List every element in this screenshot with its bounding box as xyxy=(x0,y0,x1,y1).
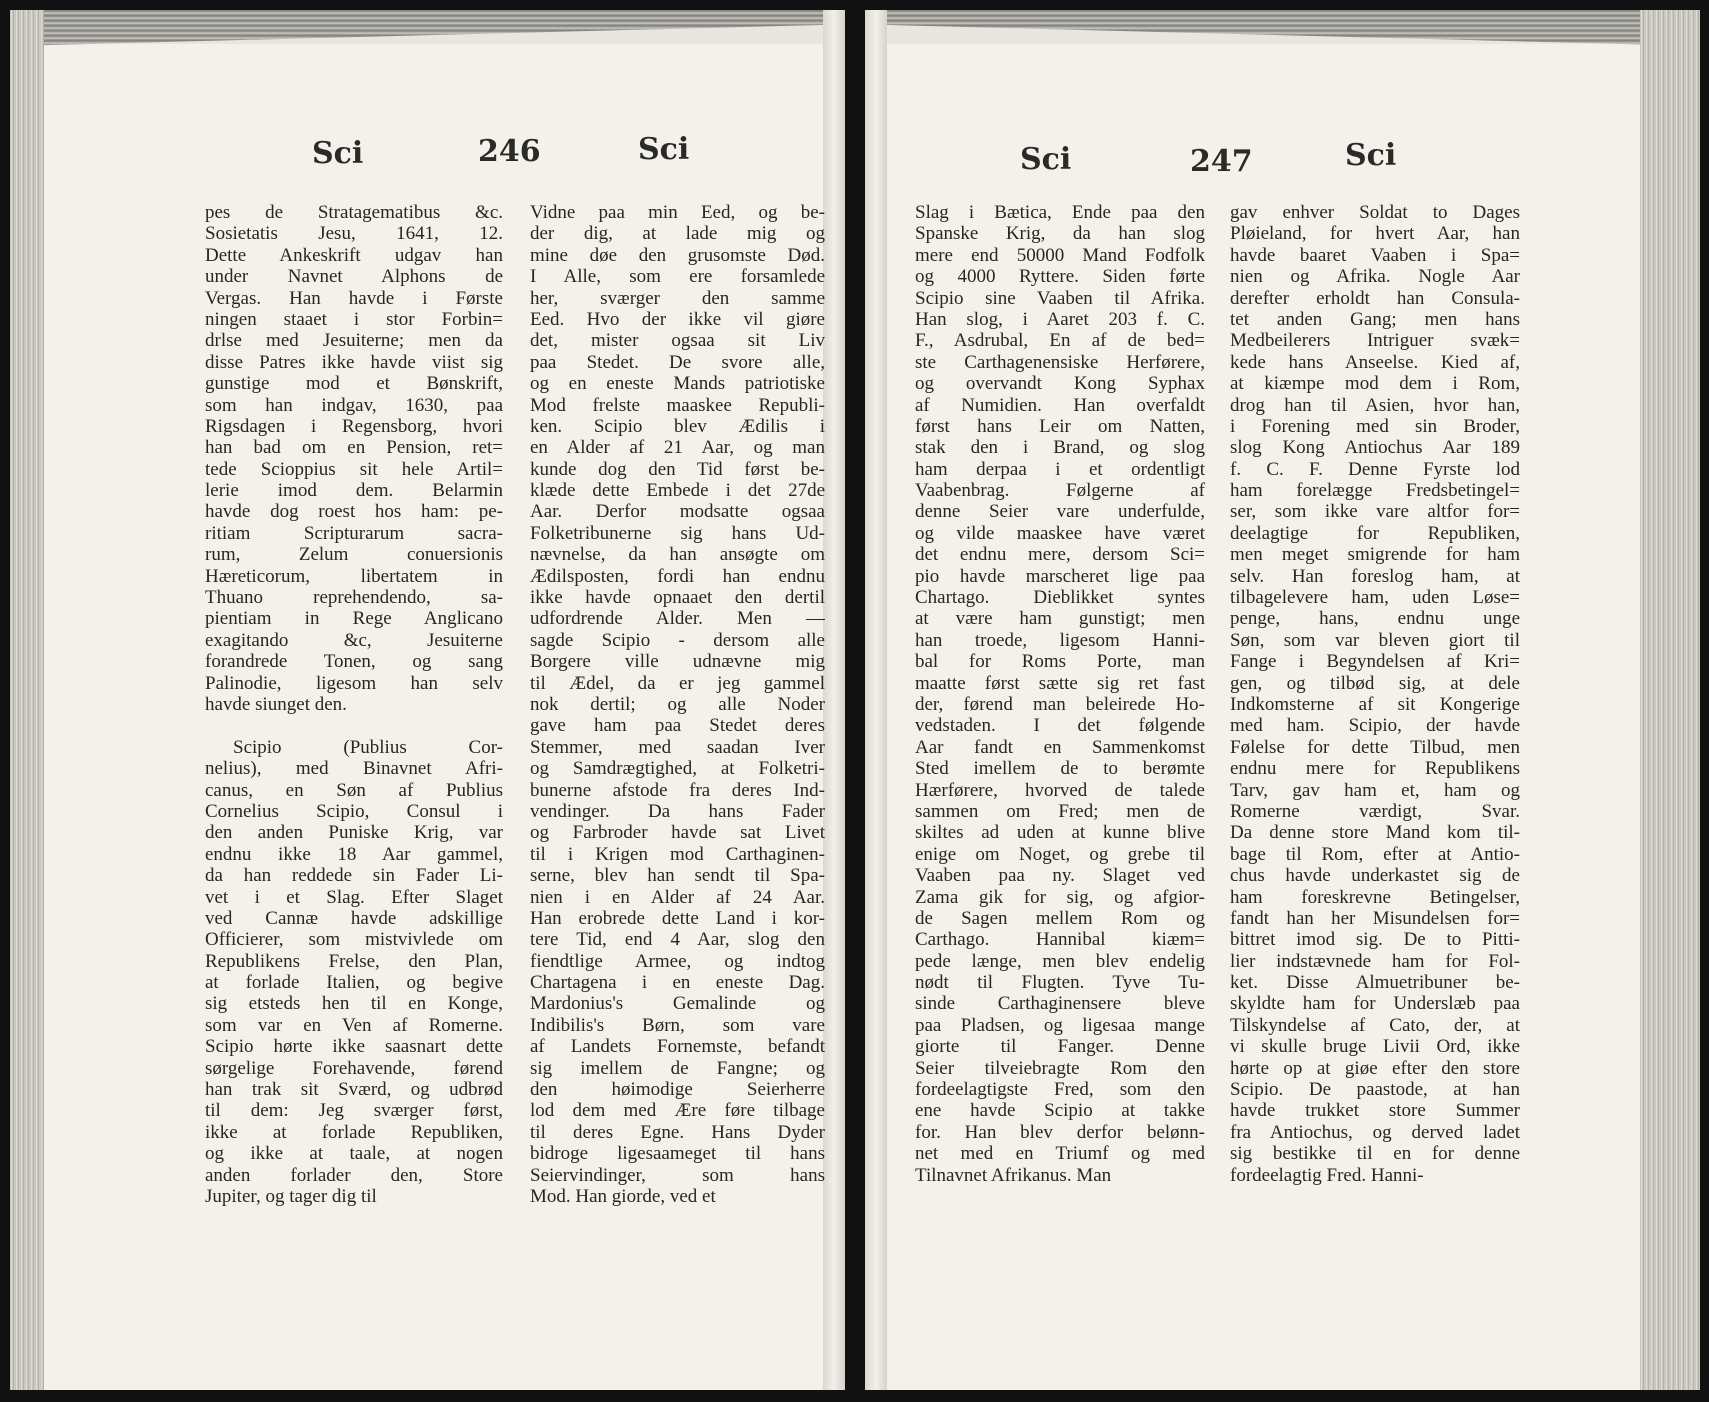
text-line: Cornelius Scipio, Consul i xyxy=(205,800,503,822)
text-line: ikke at forlade Republiken, xyxy=(205,1121,503,1143)
text-line: Vaabenbrag. Følgerne af xyxy=(915,480,1205,502)
text-line: Dette Ankeskrift udgav han xyxy=(205,244,503,266)
text-line: ken. Scipio blev Ædilis i xyxy=(530,415,825,437)
text-line: Tarv, gav ham et, ham og xyxy=(1230,779,1520,801)
text-line: Vidne paa min Eed, og be- xyxy=(530,202,825,223)
text-line: at være ham gunstigt; men xyxy=(915,608,1205,630)
text-line: Medbeilerers Intriguer svæk= xyxy=(1230,330,1520,352)
text-line: og ikke at taale, at nogen xyxy=(205,1143,503,1165)
right-header-left-word: Sci xyxy=(1020,142,1072,177)
text-line: I Alle, som ere forsamlede xyxy=(530,266,825,288)
text-line: giorte til Fanger. Denne xyxy=(915,1036,1205,1058)
text-line: gunstige mod et Bønskrift, xyxy=(205,373,503,395)
text-line: lerie imod dem. Belarmin xyxy=(205,480,503,502)
text-line: og overvandt Kong Syphax xyxy=(915,373,1205,395)
text-line: deelagtige for Republiken, xyxy=(1230,522,1520,544)
text-line: pede længe, men blev endelig xyxy=(915,950,1205,972)
text-line: serne, blev han sendt til Spa- xyxy=(530,865,825,887)
text-line: pes de Stratagematibus &c. xyxy=(205,202,503,223)
text-line: Sosietatis Jesu, 1641, 12. xyxy=(205,223,503,245)
text-line: ham derpaa i et ordentligt xyxy=(915,458,1205,480)
text-line: det endnu mere, dersom Sci= xyxy=(915,544,1205,566)
text-line: net med en Triumf og med xyxy=(915,1143,1205,1165)
text-line: selv. Han foreslog ham, at xyxy=(1230,565,1520,587)
text-line: kunde dog den Tid først be- xyxy=(530,458,825,480)
text-line: nok dertil; og alle Noder xyxy=(530,693,825,715)
text-line: Seiervindinger, som hans xyxy=(530,1164,825,1186)
right-header-right-word: Sci xyxy=(1345,138,1397,173)
text-line: at kiæmpe mod dem i Rom, xyxy=(1230,373,1520,395)
right-page-gutter xyxy=(865,10,887,1390)
text-line: Da denne store Mand kom til- xyxy=(1230,822,1520,844)
left-page-column-1 xyxy=(205,202,503,1207)
text-line: hørte op at giøe efter den store xyxy=(1230,1057,1520,1079)
text-line: udfordrende Alder. Men — xyxy=(530,608,825,630)
text-line: ket. Disse Almuetribuner be- xyxy=(1230,972,1520,994)
text-line: Seier tilveiebragte Rom den xyxy=(915,1057,1205,1079)
text-line: Hærførere, hvorved de talede xyxy=(915,779,1205,801)
text-line: bittret imod sig. De to Pitti- xyxy=(1230,929,1520,951)
text-line: disse Patres ikke havde viist sig xyxy=(205,351,503,373)
text-line: vendinger. Da hans Fader xyxy=(530,800,825,822)
text-line: sig etsteds hen til en Konge, xyxy=(205,993,503,1015)
text-line: til deres Egne. Hans Dyder xyxy=(530,1121,825,1143)
text-line: af Numidien. Han overfaldt xyxy=(915,394,1205,416)
text-line: sørgelige Forehavende, førend xyxy=(205,1057,503,1079)
text-line: fiendtlige Armee, og indtog xyxy=(530,950,825,972)
text-line: af Landets Fornemste, befandt xyxy=(530,1036,825,1058)
text-line: til Ædel, da er jeg gammel xyxy=(530,672,825,694)
text-line: enige om Noget, og grebe til xyxy=(915,843,1205,865)
text-line: stak den i Brand, og slog xyxy=(915,437,1205,459)
text-line: paa Pladsen, og ligesaa mange xyxy=(915,1014,1205,1036)
right-page-number: 247 xyxy=(1190,144,1253,179)
text-line: han troede, ligesom Hanni- xyxy=(915,629,1205,651)
left-page-fore-edge xyxy=(10,10,44,1390)
text-line: nødt til Flugten. Tyve Tu- xyxy=(915,972,1205,994)
text-line: rum, Zelum conuersionis xyxy=(205,544,503,566)
text-line: da han reddede sin Fader Li- xyxy=(205,865,503,887)
text-line: Mardonius's Gemalinde og xyxy=(530,993,825,1015)
text-line: sig imellem de Fangne; og xyxy=(530,1057,825,1079)
text-line: først hans Leir om Natten, xyxy=(915,415,1205,437)
text-line: maatte først sætte sig ret fast xyxy=(915,672,1205,694)
text-line: ikke havde opnaaet den dertil xyxy=(530,587,825,609)
left-page-gutter xyxy=(823,10,845,1390)
text-line: Chartagena i en eneste Dag. xyxy=(530,972,825,994)
text-line: fordeelagtigste Fred, som den xyxy=(915,1079,1205,1101)
text-line: Fange i Begyndelsen af Kri= xyxy=(1230,651,1520,673)
text-line: penge, hans, endnu unge xyxy=(1230,608,1520,630)
text-line: mere end 50000 Mand Fodfolk xyxy=(915,244,1205,266)
text-line: sammen om Fred; men de xyxy=(915,800,1205,822)
text-line: nien i en Alder af 24 Aar. xyxy=(530,886,825,908)
text-line: der, førend man beleirede Ho- xyxy=(915,693,1205,715)
text-line: Folketribunerne sig hans Ud- xyxy=(530,522,825,544)
text-line: gav enhver Soldat to Dages xyxy=(1230,202,1520,223)
text-line: gen, og tilbød sig, at dele xyxy=(1230,672,1520,694)
text-line: at forlade Italien, og begive xyxy=(205,972,503,994)
text-line: bunerne afstode fra deres Ind- xyxy=(530,779,825,801)
text-line: Stemmer, med saadan Iver xyxy=(530,736,825,758)
text-line: Mod. Han giorde, ved et xyxy=(530,1185,716,1207)
text-line: mine døe den grusomste Død. xyxy=(530,244,825,266)
text-line: Rigsdagen i Regensborg, hvori xyxy=(205,415,503,437)
text-line: som var en Ven af Romerne. xyxy=(205,1014,503,1036)
text-line: sinde Carthaginensere bleve xyxy=(915,993,1205,1015)
text-line: under Navnet Alphons de xyxy=(205,266,503,288)
text-line: ham forelægge Fredsbetingel= xyxy=(1230,480,1520,502)
right-page-fore-edge xyxy=(1640,10,1700,1390)
text-line: Officierer, som mistvivlede om xyxy=(205,929,503,951)
text-line: Thuano reprehendendo, sa- xyxy=(205,587,503,609)
text-line: nævnelse, da han ansøgte om xyxy=(530,544,825,566)
text-line: tere Tid, end 4 Aar, slog den xyxy=(530,929,825,951)
text-line: skiltes ad uden at kunne blive xyxy=(915,822,1205,844)
text-line: ste Carthagenensiske Herførere, xyxy=(915,351,1205,373)
text-line: chus havde underkastet sig de xyxy=(1230,865,1520,887)
text-line: Scipio (Publius Cor- xyxy=(233,736,503,758)
text-line: tilbagelevere ham, uden Løse= xyxy=(1230,587,1520,609)
text-line: bage til Rom, efter at Antio- xyxy=(1230,843,1520,865)
text-line: Palinodie, ligesom han selv xyxy=(205,672,503,694)
text-line: en Alder af 21 Aar, og man xyxy=(530,437,825,459)
text-line: Jupiter, og tager dig til xyxy=(205,1185,377,1207)
text-line: bal for Roms Porte, man xyxy=(915,651,1205,673)
right-page-column-1 xyxy=(915,202,1205,1186)
text-line: men meget smigrende for ham xyxy=(1230,544,1520,566)
text-line: sig bestikke til en for denne xyxy=(1230,1143,1520,1165)
text-line: forandrede Tonen, og sang xyxy=(205,651,503,673)
text-line: ene havde Scipio at takke xyxy=(915,1100,1205,1122)
text-line: Slag i Bætica, Ende paa den xyxy=(915,202,1205,223)
text-line: Aar. Derfor modsatte ogsaa xyxy=(530,501,825,523)
text-line: Pløieland, for hvert Aar, han xyxy=(1230,223,1520,245)
text-line: til i Krigen mod Carthaginen- xyxy=(530,843,825,865)
text-line: gave ham paa Stedet deres xyxy=(530,715,825,737)
text-line: i Forening med sin Broder, xyxy=(1230,415,1520,437)
text-line: Vergas. Han havde i Første xyxy=(205,287,503,309)
text-line: havde trukket store Summer xyxy=(1230,1100,1520,1122)
text-line: ningen staaet i stor Forbin= xyxy=(205,308,503,330)
text-line: Ædilsposten, fordi han endnu xyxy=(530,565,825,587)
text-line: havde siunget den. xyxy=(205,693,347,715)
text-line: lier indstævnede ham for Fol- xyxy=(1230,950,1520,972)
text-line: vi skulle bruge Livii Ord, ikke xyxy=(1230,1036,1520,1058)
left-header-left-word: Sci xyxy=(312,136,364,171)
text-line: ved Cannæ havde adskillige xyxy=(205,907,503,929)
text-line: som han indgav, 1630, paa xyxy=(205,394,503,416)
text-line: den høimodige Seierherre xyxy=(530,1079,825,1101)
text-line: paa Stedet. De svore alle, xyxy=(530,351,825,373)
text-line: Indibilis's Børn, som vare xyxy=(530,1014,825,1036)
right-page-photo xyxy=(865,10,1700,1390)
text-line: nelius), med Binavnet Afri- xyxy=(205,758,503,780)
text-line: Han erobrede dette Land i kor- xyxy=(530,907,825,929)
text-line: drlse med Jesuiterne; men da xyxy=(205,330,503,352)
text-line: den anden Puniske Krig, var xyxy=(205,822,503,844)
text-line: Følelse for dette Tilbud, men xyxy=(1230,736,1520,758)
text-line: og en eneste Mands patriotiske xyxy=(530,373,825,395)
text-line: f. C. F. Denne Fyrste lod xyxy=(1230,458,1520,480)
text-line: han bad om en Pension, ret= xyxy=(205,437,503,459)
text-line: ritiam Scripturarum sacra- xyxy=(205,522,503,544)
text-line: nien og Afrika. Nogle Aar xyxy=(1230,266,1520,288)
text-line: Republikens Frelse, den Plan, xyxy=(205,950,503,972)
text-line: fra Antiochus, og derved ladet xyxy=(1230,1121,1520,1143)
left-page-column-2 xyxy=(530,202,825,1207)
text-line: endnu mere for Republikens xyxy=(1230,758,1520,780)
text-line: Carthago. Hannibal kiæm= xyxy=(915,929,1205,951)
text-line: Indkomsterne af sit Kongerige xyxy=(1230,693,1520,715)
text-line: tede Scioppius sit hele Artil= xyxy=(205,458,503,480)
text-line: til dem: Jeg sværger først, xyxy=(205,1100,503,1122)
left-page-photo xyxy=(10,10,845,1390)
left-page-header xyxy=(10,118,845,171)
text-line: Han slog, i Aaret 203 f. C. xyxy=(915,308,1205,330)
text-line: lod dem med Ære føre tilbage xyxy=(530,1100,825,1122)
left-header-right-word: Sci xyxy=(638,132,690,167)
text-line: Eed. Hvo der ikke vil giøre xyxy=(530,308,825,330)
text-line: slog Kong Antiochus Aar 189 xyxy=(1230,437,1520,459)
text-line: Zama gik for sig, og afgior- xyxy=(915,886,1205,908)
text-line: Søn, som var bleven giort til xyxy=(1230,629,1520,651)
text-line: klæde dette Embede i det 27de xyxy=(530,480,825,502)
right-page-header xyxy=(865,118,1700,179)
text-line: Sted imellem de to berømte xyxy=(915,758,1205,780)
text-line: og 4000 Ryttere. Siden førte xyxy=(915,266,1205,288)
text-line: anden forlader den, Store xyxy=(205,1164,503,1186)
text-line: drog han til Asien, hvor han, xyxy=(1230,394,1520,416)
text-line: Tilskyndelse af Cato, der, at xyxy=(1230,1014,1520,1036)
text-line: Chartago. Dieblikket syntes xyxy=(915,587,1205,609)
text-line: kede hans Anseelse. Kied af, xyxy=(1230,351,1520,373)
text-line: og vilde maaskee have været xyxy=(915,522,1205,544)
text-line: F., Asdrubal, En af de bed= xyxy=(915,330,1205,352)
right-page-column-2 xyxy=(1230,202,1520,1186)
text-line: Scipio hørte ikke saasnart dette xyxy=(205,1036,503,1058)
text-line: fordeelagtig Fred. Hanni- xyxy=(1230,1164,1424,1186)
text-line: vedstaden. I det følgende xyxy=(915,715,1205,737)
text-line: derefter erholdt han Consula- xyxy=(1230,287,1520,309)
text-line: skyldte ham for Underslæb paa xyxy=(1230,993,1520,1015)
text-line xyxy=(205,715,503,736)
text-line: bidroge ligesaameget til hans xyxy=(530,1143,825,1165)
right-page-top-edge xyxy=(865,10,1700,46)
text-line: sagde Scipio - dersom alle xyxy=(530,629,825,651)
text-line: Vaaben paa ny. Slaget ved xyxy=(915,865,1205,887)
text-line: pio havde marscheret lige paa xyxy=(915,565,1205,587)
text-line: fandt han her Misundelsen for= xyxy=(1230,907,1520,929)
text-line: her, sværger den samme xyxy=(530,287,825,309)
text-line: Tilnavnet Afrikanus. Man xyxy=(915,1164,1112,1186)
text-line: der dig, at lade mig og xyxy=(530,223,825,245)
left-page-top-edge xyxy=(10,10,845,46)
text-line: vet i et Slag. Efter Slaget xyxy=(205,886,503,908)
text-line: Scipio. De paastode, at han xyxy=(1230,1079,1520,1101)
text-line: for. Han blev derfor belønn- xyxy=(915,1121,1205,1143)
text-line: det, mister ogsaa sit Liv xyxy=(530,330,825,352)
text-line: og Farbroder havde sat Livet xyxy=(530,822,825,844)
text-line: havde baaret Vaaben i Spa= xyxy=(1230,244,1520,266)
text-line: Spanske Krig, da han slog xyxy=(915,223,1205,245)
text-line: exagitando &c, Jesuiterne xyxy=(205,629,503,651)
text-line: Aar fandt en Sammenkomst xyxy=(915,736,1205,758)
text-line: Hæreticorum, libertatem in xyxy=(205,565,503,587)
text-line: tet anden Gang; men hans xyxy=(1230,308,1520,330)
text-line: ser, som ikke vare altfor for= xyxy=(1230,501,1520,523)
text-line: ham foreskrevne Betingelser, xyxy=(1230,886,1520,908)
text-line: og Samdrægtighed, at Folketri- xyxy=(530,758,825,780)
text-line: Scipio sine Vaaben til Afrika. xyxy=(915,287,1205,309)
text-line: de Sagen mellem Rom og xyxy=(915,907,1205,929)
text-line: endnu ikke 18 Aar gammel, xyxy=(205,843,503,865)
text-line: Romerne værdigt, Svar. xyxy=(1230,800,1520,822)
text-line: Borgere ville udnævne mig xyxy=(530,651,825,673)
text-line: med ham. Scipio, der havde xyxy=(1230,715,1520,737)
text-line: pientiam in Rege Anglicano xyxy=(205,608,503,630)
left-page-number: 246 xyxy=(478,134,541,169)
text-line: denne Seier vare underfulde, xyxy=(915,501,1205,523)
text-line: canus, en Søn af Publius xyxy=(205,779,503,801)
text-line: Mod frelste maaskee Republi- xyxy=(530,394,825,416)
text-line: han trak sit Sværd, og udbrød xyxy=(205,1079,503,1101)
text-line: havde dog roest hos ham: pe- xyxy=(205,501,503,523)
